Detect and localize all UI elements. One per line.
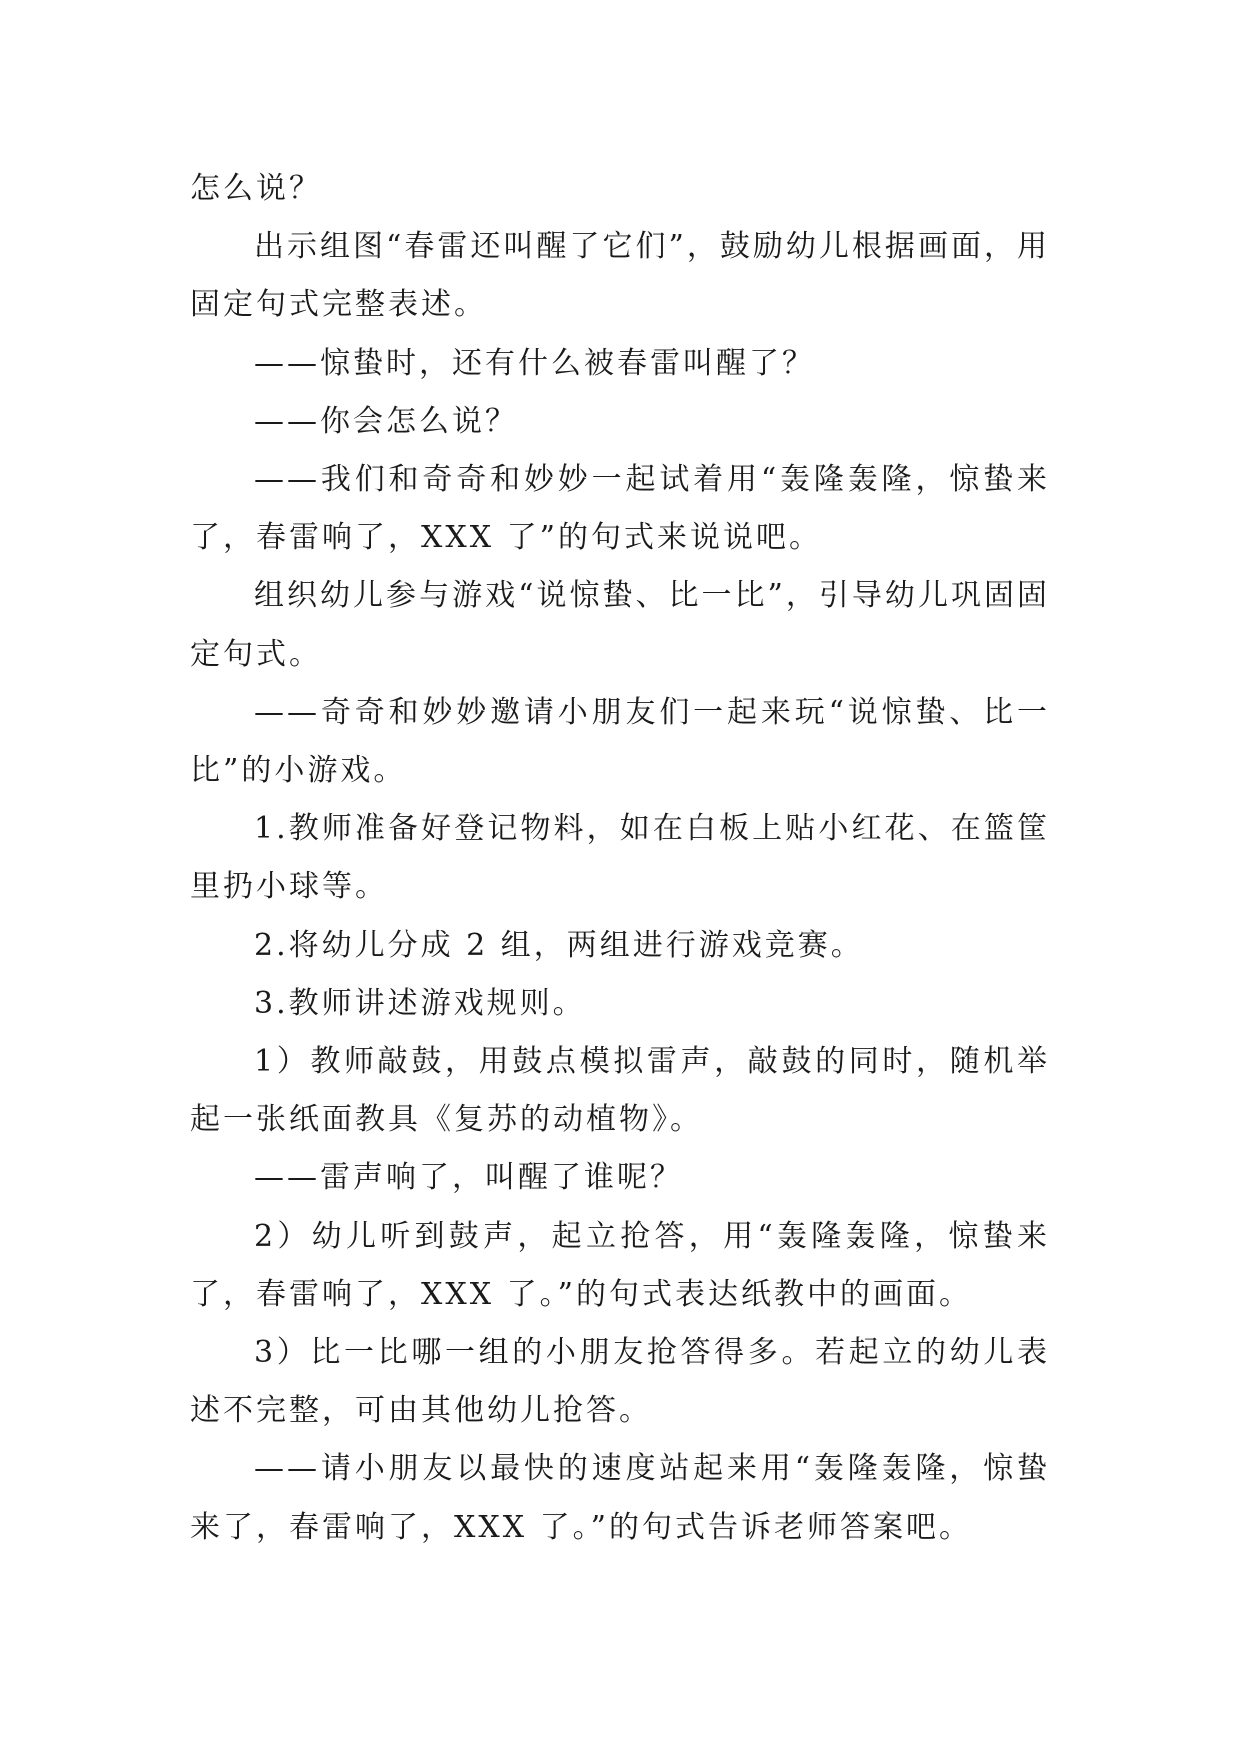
paragraph-4: ——你会怎么说？ [254, 403, 518, 439]
document-body [190, 160, 1050, 1557]
paragraph-2: 出示组图“春雷还叫醒了它们”，鼓励幼儿根据画面，用固定句式完整表述。 [190, 229, 1050, 323]
paragraph-10: 3.教师讲述游戏规则。 [254, 985, 586, 1021]
paragraph-7: ——奇奇和妙妙邀请小朋友们一起来玩“说惊蛰、比一比”的小游戏。 [190, 694, 1050, 789]
paragraph-1: 怎么说？ [190, 171, 322, 206]
paragraph-5: ——我们和奇奇和妙妙一起试着用“轰隆轰隆，惊蛰来了，春雷响了，XXX 了”的句式来说说吧。 [190, 462, 1050, 556]
paragraph-6: 组织幼儿参与游戏“说惊蛰、比一比”，引导幼儿巩固固定句式。 [190, 578, 1050, 672]
paragraph-11: 1）教师敲鼓，用鼓点模拟雷声，敲鼓的同时，随机举起一张纸面教具《复苏的动植物》。 [190, 1044, 1050, 1138]
paragraph-3: ——惊蛰时，还有什么被春雷叫醒了？ [254, 345, 815, 381]
paragraph-8: 1.教师准备好登记物料，如在白板上贴小红花、在篮筐里扔小球等。 [190, 811, 1050, 905]
paragraph-14: 3）比一比哪一组的小朋友抢答得多。若起立的幼儿表述不完整，可由其他幼儿抢答。 [190, 1335, 1050, 1429]
paragraph-9: 2.将幼儿分成 2 组，两组进行游戏竞赛。 [254, 927, 864, 963]
paragraph-12: ——雷声响了，叫醒了谁呢？ [254, 1160, 683, 1196]
paragraph-15: ——请小朋友以最快的速度站起来用“轰隆轰隆，惊蛰来了，春雷响了，XXX 了。”的句式告诉老师答案吧。 [190, 1451, 1050, 1545]
paragraph-13: 2）幼儿听到鼓声，起立抢答，用“轰隆轰隆，惊蛰来了，春雷响了，XXX 了。”的句式表达纸教中的画面。 [190, 1218, 1050, 1312]
